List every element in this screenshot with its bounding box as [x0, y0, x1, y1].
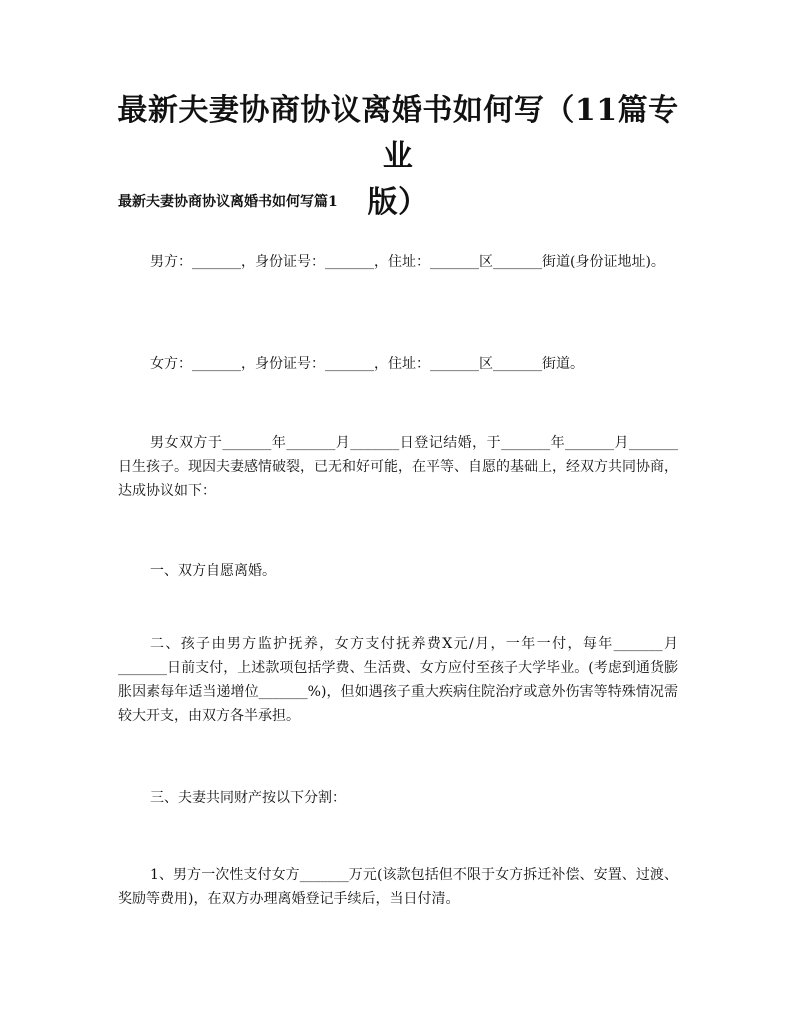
title-line-2: 版） — [367, 185, 429, 220]
section-heading: 最新夫妻协商协议离婚书如何写篇1 — [118, 194, 338, 210]
paragraph-marriage-info: 男女双方于_______年_______月_______日登记结婚，于_______年_______月_______日生孩子。现因夫妻感情破裂，已无和好可能，在平等、自愿的基础上，经双方共同协商，达成协议如下： — [118, 435, 678, 499]
paragraph-wife-info: 女方：_______，身份证号：_______，住址：_______区_______街道。 — [150, 356, 584, 372]
paragraph-husband-info: 男方：_______，身份证号：_______，住址：_______区_______街道(身份证地址)。 — [150, 254, 665, 270]
paragraph-clause-2: 二、孩子由男方监护抚养，女方支付抚养费X元/月，一年一付，每年_______月_______日前支付，上述款项包括学费、生活费、女方应付至孩子大学毕业。(考虑到通货膨胀因素每年适当递增位_______%)，但如遇孩子重大疾病住院治疗或意外伤害等特殊情况需较大开支，由双方各半承担。 — [118, 636, 678, 724]
title-line-1: 最新夫妻协商协议离婚书如何写（11篇专业 — [117, 93, 679, 174]
paragraph-clause-3: 三、夫妻共同财产按以下分割： — [150, 790, 346, 806]
paragraph-clause-3-1: 1、男方一次性支付女方_______万元(该款包括但不限于女方拆迁补偿、安置、过渡、奖励等费用)，在双方办理离婚登记手续后，当日付清。 — [118, 867, 678, 907]
paragraph-clause-1: 一、双方自愿离婚。 — [150, 563, 276, 579]
